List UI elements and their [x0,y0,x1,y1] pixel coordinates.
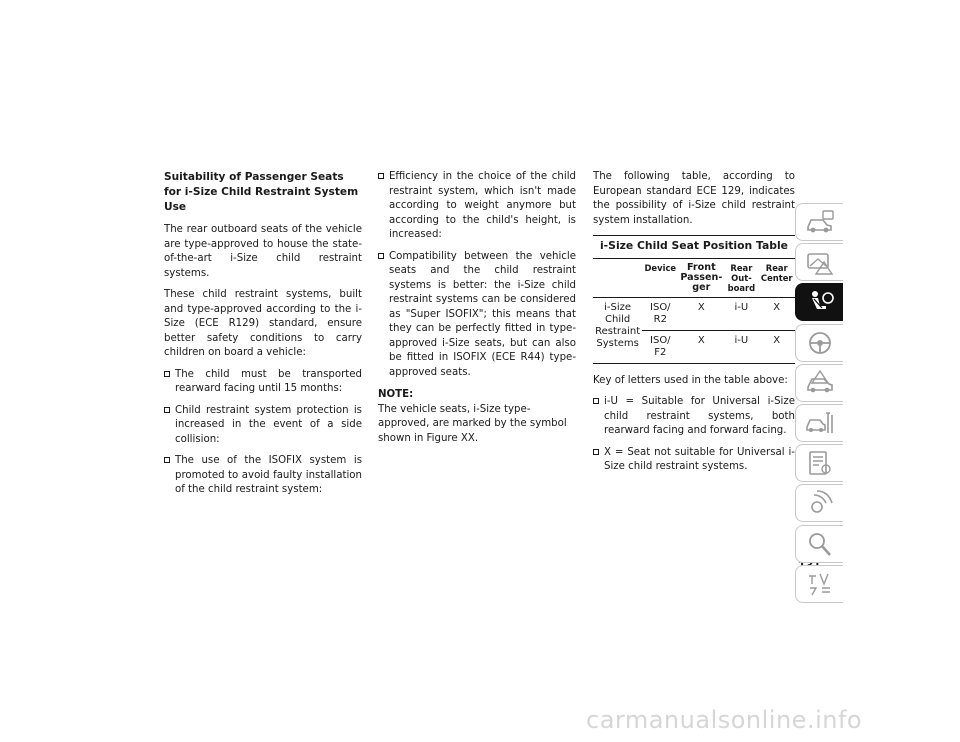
column-1 [164,170,362,505]
header-front-passenger: Front Passen-ger [680,261,723,293]
checkbox-bullet-icon [164,457,170,463]
cell-outboard: i-U [724,330,758,363]
tab-starting-operating[interactable] [795,324,843,362]
key-list [593,395,795,475]
tab-safety[interactable] [795,283,843,321]
list-item: Efficiency in the choice of the child restraint system, which isn't made according to weight anymore but according to the child's height, is increased: [378,170,576,243]
emergency-car-icon [804,369,836,397]
cell-center: X [758,297,795,330]
checkbox-bullet-icon [593,398,599,404]
table-row [593,297,795,330]
tab-servicing[interactable] [795,404,843,442]
cell-front: X [678,297,724,330]
tab-languages[interactable] [795,565,843,603]
tab-dashboard[interactable] [795,243,843,281]
tab-car-info[interactable] [795,203,843,241]
header-rear-outboard: Rear Out-board [727,262,756,293]
cell-outboard: i-U [724,297,758,330]
column-3 [593,170,795,482]
paragraph: The rear outboard seats of the vehicle are type-approved to house the state-of-the-art i-Size child restraint systems. [164,224,362,279]
tab-index[interactable] [795,525,843,563]
dashboard-warning-icon [804,248,836,276]
checkbox-bullet-icon [378,253,384,259]
cell-device: ISO/ R2 [642,297,678,330]
header-device: Device [644,262,677,273]
cell-front: X [678,330,724,363]
section-heading: Suitability of Passenger Seats for i-Size Child Restraint System Use [164,171,359,213]
cell-device: ISO/ F2 [642,330,678,363]
service-car-tools-icon [804,409,836,437]
list-item: Child restraint system protection is increased in the event of a side collision: [164,404,362,448]
multimedia-icon [804,489,836,517]
checkbox-bullet-icon [378,173,384,179]
checkbox-bullet-icon [164,371,170,377]
tab-specifications[interactable] [795,444,843,482]
safety-airbag-icon [804,288,836,316]
table-title: i-Size Child Seat Position Table [593,235,795,259]
paragraph: These child restraint systems, built and type-approved according to the i-Size (ECE R129) standard, ensure better safety conditions to carry children on board a vehicle: [164,289,362,358]
table-header-row [593,259,795,298]
header-rear-center: Rear Center [760,262,793,283]
chapter-tabs [795,203,843,605]
isize-position-table [593,235,795,364]
bullet-list [378,170,576,380]
list-item: X = Seat not suitable for Universal i-Size child restraint systems. [593,446,795,475]
key-title: Key of letters used in the table above: [593,374,788,386]
note-label: NOTE: [378,389,414,400]
header-empty [593,259,642,298]
bullet-list [164,368,362,498]
tab-emergency[interactable] [795,364,843,402]
cell-center: X [758,330,795,363]
list-item: i-U = Suitable for Universal i-Size child restraint systems, both rearward facing and forward facing. [593,395,795,439]
steering-wheel-icon [804,329,836,357]
watermark: carmanualsonline.info [586,706,863,734]
index-search-icon [804,530,836,558]
checkbox-bullet-icon [593,449,599,455]
paragraph: The following table, according to European standard ECE 129, indicates the possibility of i-Size child restraint system installation. [593,171,795,226]
list-item: The child must be transported rearward facing until 15 months: [164,368,362,397]
row-label: i-Size Child Restraint Systems [593,297,642,363]
checkbox-bullet-icon [164,407,170,413]
column-2 [378,170,576,446]
note-text: The vehicle seats, i-Size type-approved, are marked by the symbol shown in Figure XX. [378,403,567,444]
maintenance-specs-icon [804,449,836,477]
car-info-icon [804,208,836,236]
languages-icon [804,570,836,598]
tab-multimedia[interactable] [795,484,843,522]
list-item: Compatibility between the vehicle seats and the child restraint systems is better: the i-Size child restraint systems can be considered as "Super ISOFIX"; this means that they can be perfectly fitted in type-approved i-Size seats, but can also be fitted in ISOFIX (ECE R44) type-approved seats. [378,250,576,381]
list-item: The use of the ISOFIX system is promoted to avoid faulty installation of the child restraint system: [164,454,362,498]
